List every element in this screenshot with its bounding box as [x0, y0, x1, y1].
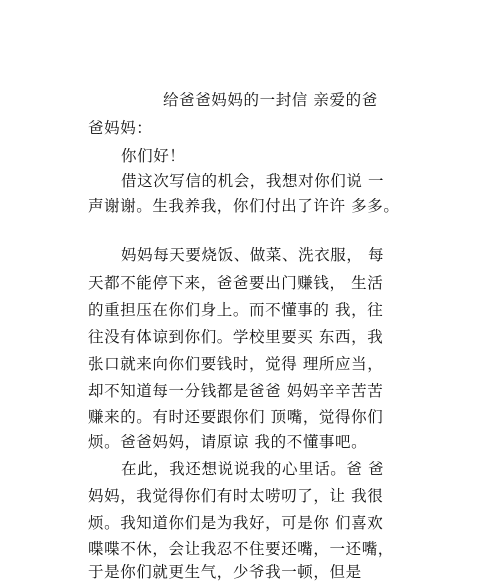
paragraph-line: 烦。爸爸妈妈，请原谅 我的不懂事吧。 [88, 433, 368, 451]
greeting-line: 你们好！ [121, 147, 186, 165]
paragraph-line: 张口就来向你们要钱时，觉得 理所应当， [88, 355, 384, 373]
paragraph-line: 妈妈，我觉得你们有时太唠叨了，让 我很 [88, 487, 384, 505]
paragraph-line: 借这次写信的机会，我想对你们说 一 [121, 172, 385, 190]
paragraph-line: 声谢谢。生我养我，你们付出了许许 多多。 [88, 197, 400, 215]
paragraph-line: 妈妈每天要烧饭、做菜、洗衣服， 每 [121, 246, 385, 264]
salutation-line: 爸妈妈： [88, 119, 153, 137]
paragraph-line: 赚来的。有时还要跟你们 顶嘴，觉得你们 [88, 408, 384, 426]
paragraph-line-partial: 于是你们就更生气，少爷我一顿，但是 [88, 563, 362, 581]
paragraph-line: 喋喋不休，会让我忍不住要还嘴，一还嘴， [88, 540, 394, 558]
paragraph-line: 烦。我知道你们是为我好，可是你 们喜欢 [88, 514, 384, 532]
paragraph-line: 在此，我还想说说我的心里话。爸 爸 [121, 460, 385, 478]
letter-title-line: 给爸爸妈妈的一封信 亲爱的爸 [163, 91, 378, 109]
paragraph-line: 却不知道每一分钱都是爸爸 妈妈辛辛苦苦 [88, 382, 384, 400]
paragraph-line: 天都不能停下来，爸爸要出门赚钱， 生活 [88, 274, 384, 292]
paragraph-line: 往没有体谅到你们。学校里要买 东西，我 [88, 328, 384, 346]
paragraph-line: 的重担压在你们身上。而不懂事的 我，往 [88, 301, 384, 319]
